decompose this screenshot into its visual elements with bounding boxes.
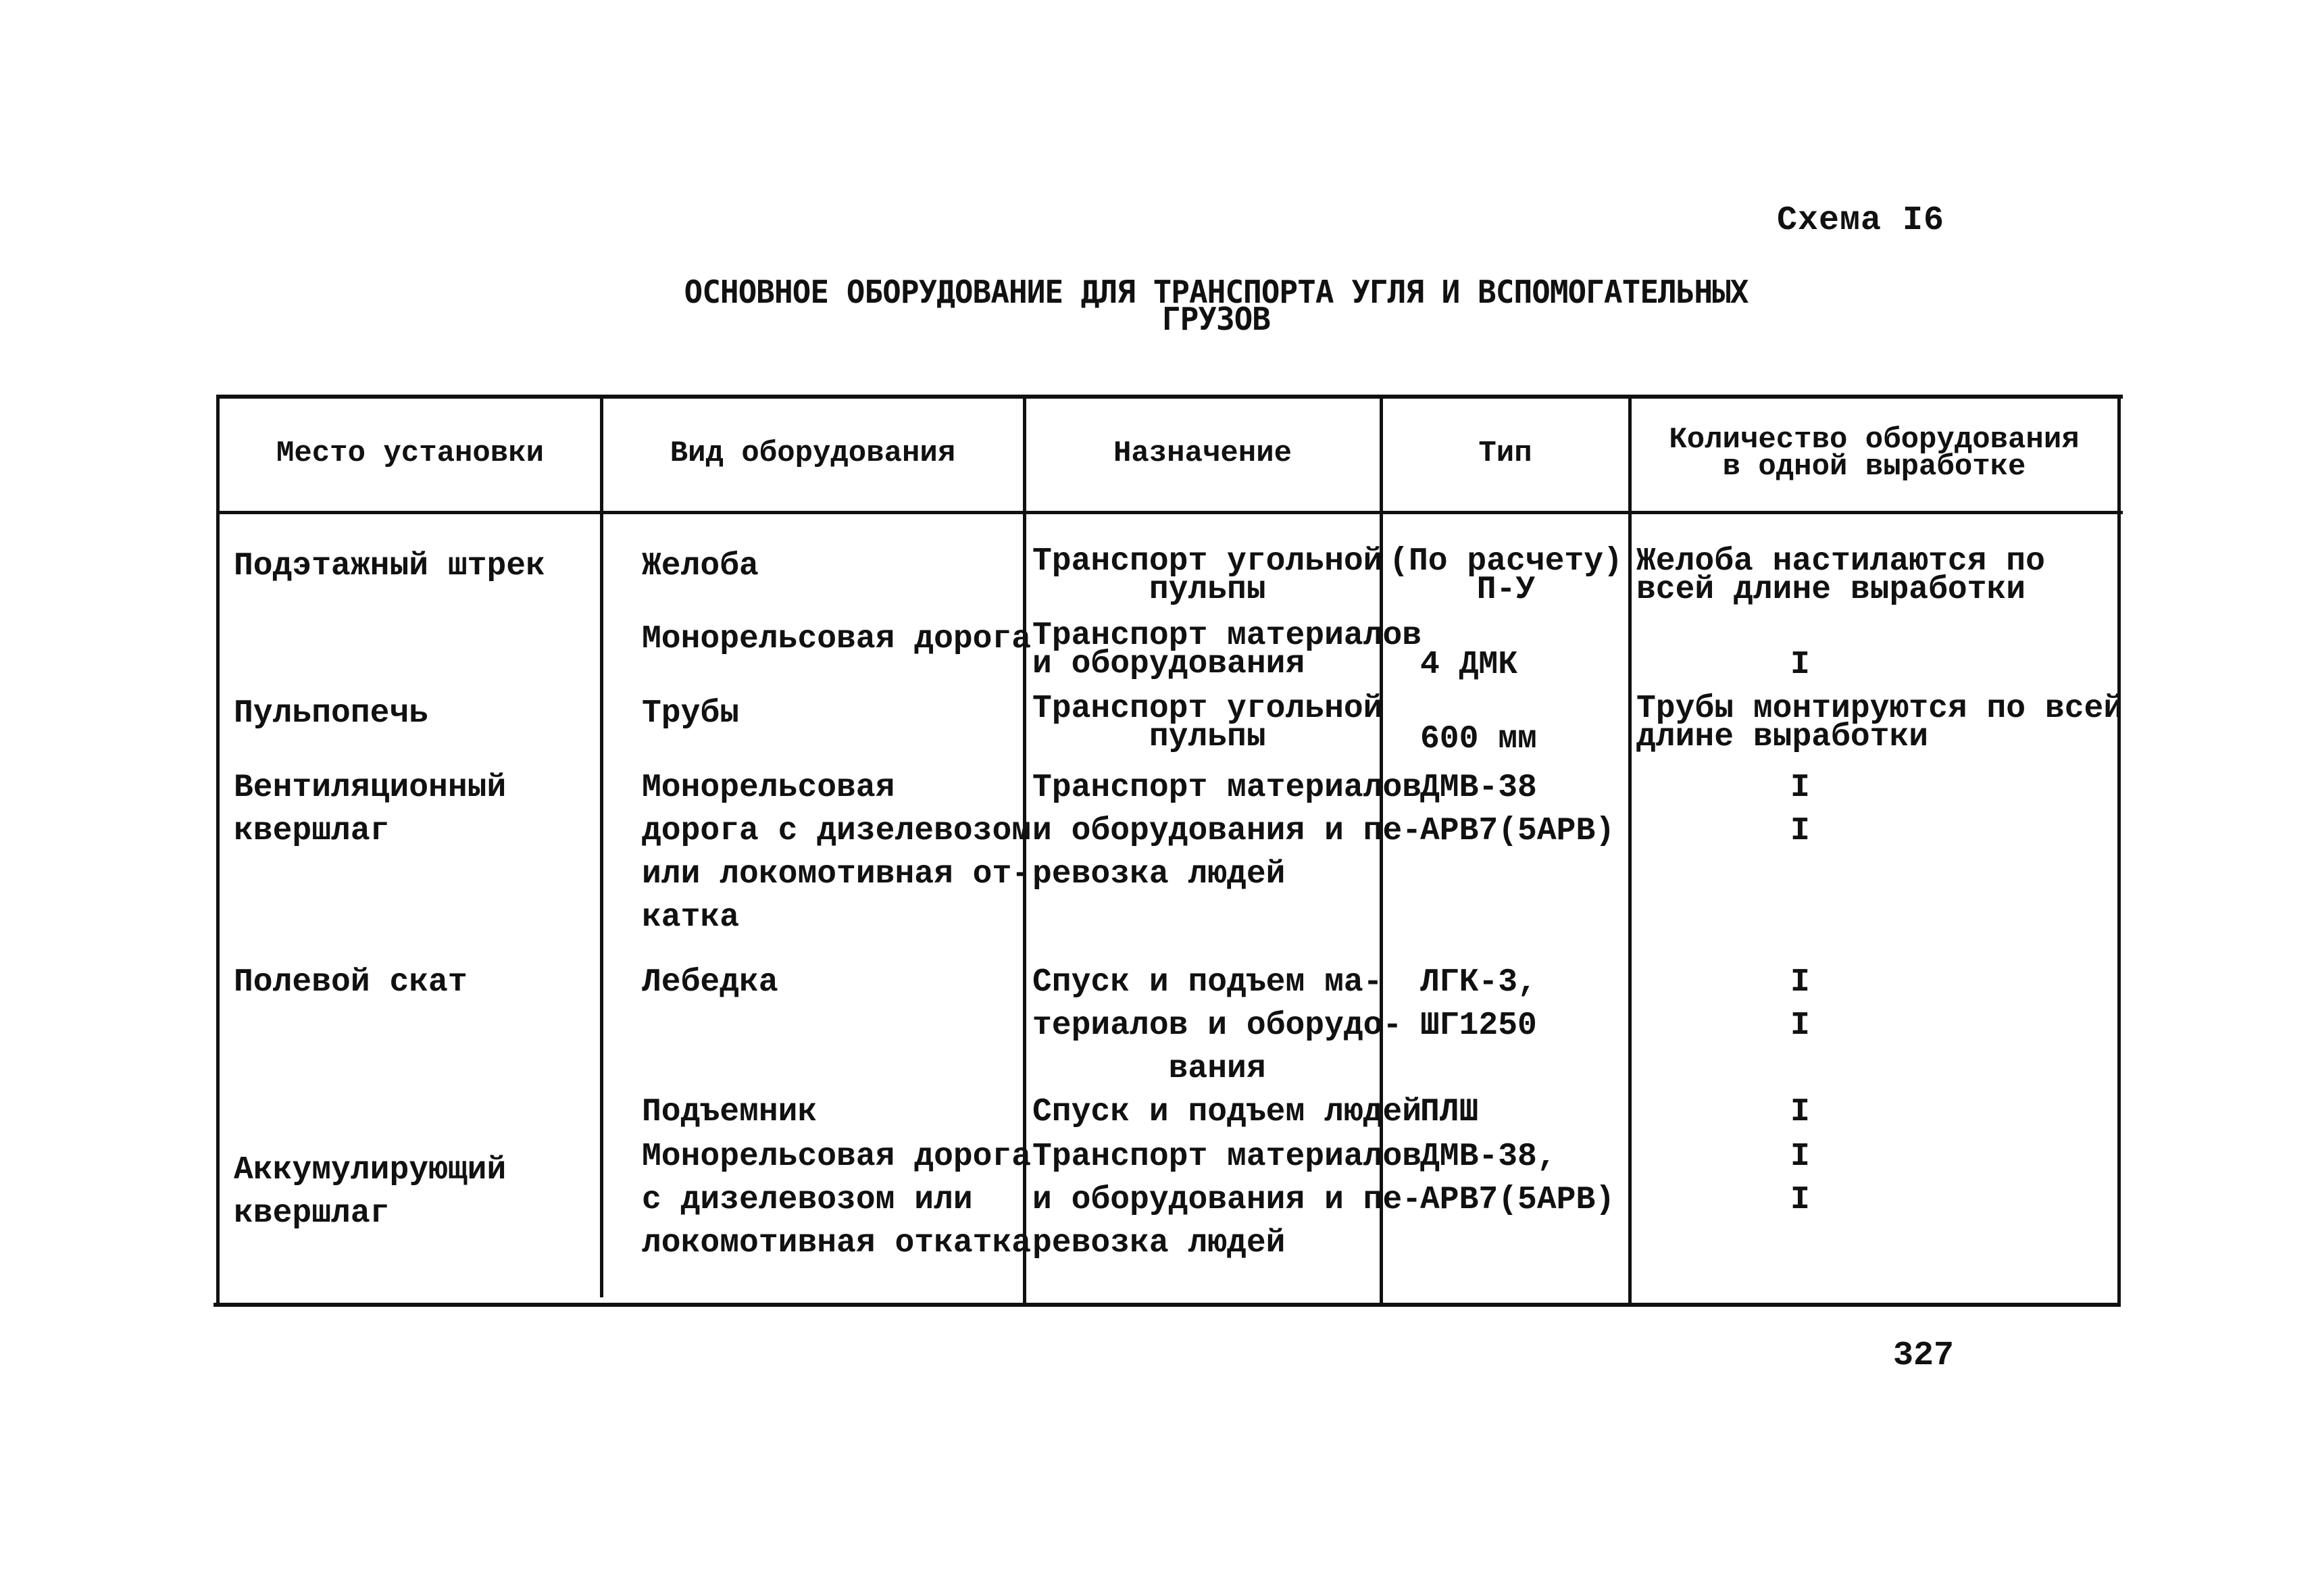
qty-cell-1b: I xyxy=(1790,647,1810,683)
kind-cell-2: Трубы xyxy=(642,695,740,732)
kind-cell-3: Монорельсовая дорога с дизелевозом или локомотивная от- катка xyxy=(642,770,1032,936)
header-kind: Вид оборудования xyxy=(670,437,956,470)
qty-cell-1a: Желоба настилаются по всей длине выработки xyxy=(1636,543,2045,608)
qty-cell-3: I I xyxy=(1790,770,1810,849)
table-right-border xyxy=(2117,395,2121,1307)
purpose-cell-4a: Спуск и подъем ма- териалов и оборудо- вания xyxy=(1032,964,1403,1087)
purpose-cell-1a: Транспорт угольной пульпы xyxy=(1032,543,1383,608)
kind-cell-4a: Лебедка xyxy=(642,964,778,1001)
header-purpose: Назначение xyxy=(1113,437,1292,470)
page-number: 327 xyxy=(1893,1337,1955,1375)
place-cell-5: Аккумулирующий квершлаг xyxy=(234,1152,507,1232)
purpose-cell-5: Транспорт материалов и оборудования и пе- ревозка людей xyxy=(1032,1139,1422,1262)
header-quantity: Количество оборудования в одной выработке xyxy=(1669,423,2080,484)
column-divider-1 xyxy=(600,395,603,1297)
kind-cell-5: Монорельсовая дорога с дизелевозом или локомотивная откатка xyxy=(642,1139,1032,1262)
place-cell-1: Подэтажный штрек xyxy=(234,548,545,584)
table-bottom-border xyxy=(213,1303,2117,1307)
type-cell-1b: 4 ДМК xyxy=(1420,647,1518,683)
qty-cell-4a: I I xyxy=(1790,964,1810,1044)
purpose-cell-2: Транспорт угольной пульпы xyxy=(1032,691,1383,755)
purpose-cell-4b: Спуск и подъем людей xyxy=(1032,1094,1422,1130)
type-cell-3: ДМВ-38 АРВ7(5АРВ) xyxy=(1420,770,1615,849)
column-divider-4 xyxy=(1628,395,1632,1307)
header-type: Тип xyxy=(1478,437,1532,470)
kind-cell-1a: Желоба xyxy=(642,548,759,584)
type-cell-5: ДМВ-38, АРВ7(5АРВ) xyxy=(1420,1139,1615,1218)
scheme-label: Схема I6 xyxy=(1777,201,1945,240)
purpose-cell-1b: Транспорт материалов и оборудования xyxy=(1032,618,1422,682)
qty-cell-4b: I xyxy=(1790,1094,1810,1130)
title-line-1: ОСНОВНОЕ ОБОРУДОВАНИЕ ДЛЯ ТРАНСПОРТА УГЛЯ И ВСПОМОГАТЕЛЬНЫХ xyxy=(684,274,1749,310)
table-left-border xyxy=(216,395,220,1307)
kind-cell-1b: Монорельсовая дорога xyxy=(642,621,1032,657)
page-title xyxy=(676,274,1757,337)
type-cell-1a: (По расчету) П-У xyxy=(1389,543,1623,608)
qty-cell-2: Трубы монтируются по всей длине выработки xyxy=(1636,691,2123,755)
place-cell-2: Пульпопечь xyxy=(234,695,429,732)
place-cell-4: Полевой скат xyxy=(234,964,468,1001)
kind-cell-4b: Подъемник xyxy=(642,1094,818,1130)
type-cell-4b: ПЛШ xyxy=(1420,1094,1479,1130)
purpose-cell-3: Транспорт материалов и оборудования и пе- ревозка людей xyxy=(1032,770,1422,893)
header-place: Место установки xyxy=(276,437,545,470)
type-cell-2: 600 мм xyxy=(1420,721,1537,757)
place-cell-3: Вентиляционный квершлаг xyxy=(234,770,507,849)
qty-cell-5: I I xyxy=(1790,1139,1810,1218)
type-cell-4a: ЛГК-3, ШГ1250 xyxy=(1420,964,1537,1044)
title-line-2: ГРУЗОВ xyxy=(1161,301,1271,337)
